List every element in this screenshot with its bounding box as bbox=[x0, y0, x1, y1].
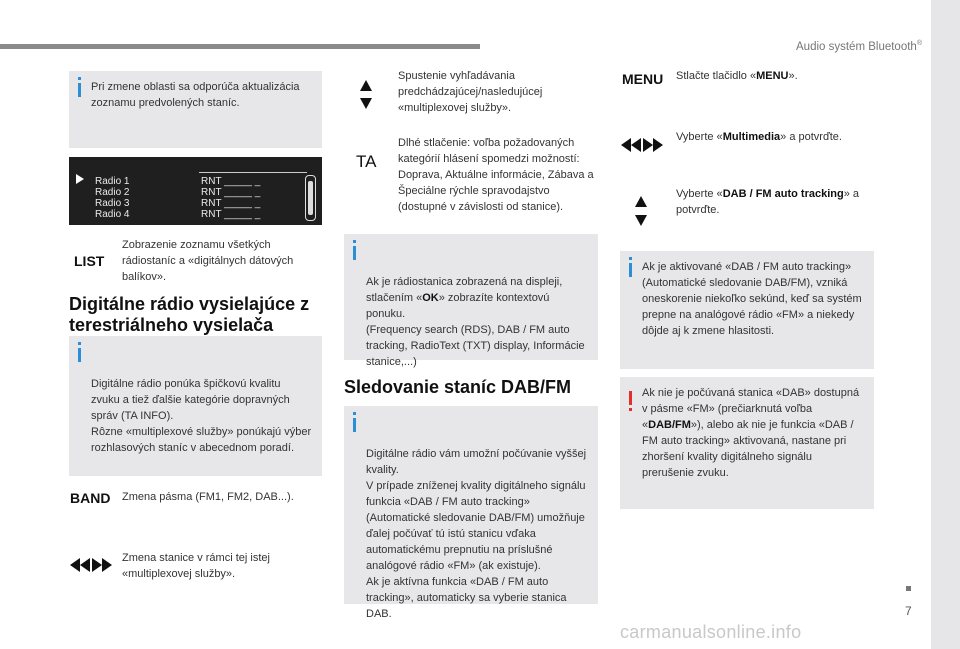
instruction-pre: Vyberte « bbox=[676, 131, 723, 143]
header-rule bbox=[0, 44, 480, 49]
screen-station-name: Radio 4 bbox=[95, 209, 130, 220]
up-arrow-icon[interactable] bbox=[635, 196, 647, 207]
dab-tracking-instruction bbox=[676, 186, 876, 218]
ta-button[interactable]: TA bbox=[356, 152, 377, 171]
instruction-key: MENU bbox=[756, 70, 789, 82]
screen-station-code: RNT _____ _ bbox=[201, 187, 261, 198]
screen-station-code: RNT _____ _ bbox=[201, 209, 261, 220]
instruction-pre: Stlačte tlačidlo « bbox=[676, 70, 757, 82]
up-arrow-icon[interactable] bbox=[360, 80, 372, 91]
instruction-key: Multimedia bbox=[722, 131, 781, 143]
warning-text-pre: Ak nie je počúvaná stanica «DAB» dostupná v pásme «FM» (prečiarknutá voľba « bbox=[642, 387, 860, 431]
band-description: Zmena pásma (FM1, FM2, DAB...). bbox=[122, 491, 294, 503]
page-number: 7 bbox=[905, 604, 912, 618]
warning-text-post: »), alebo ak nie je funkcia «DAB / FM auto tracking» aktivovaná, nastane pri zhoršení kvality digitálneho signálu prerušenie zvuku. bbox=[642, 419, 854, 479]
left-right-arrows-icon[interactable] bbox=[621, 138, 663, 152]
screen-divider bbox=[199, 172, 307, 173]
info-icon bbox=[78, 83, 81, 97]
info-icon bbox=[353, 246, 356, 260]
info-box-dab-tracking bbox=[344, 406, 598, 620]
scrollbar-thumb bbox=[308, 181, 313, 215]
screen-station-name: Radio 1 bbox=[95, 176, 130, 187]
list-description: Zobrazenie zoznamu všetkých rádiostaníc a «digitálnych dátových balíkov». bbox=[122, 239, 294, 283]
screen-station-code: RNT _____ _ bbox=[201, 198, 261, 209]
info-icon bbox=[629, 263, 632, 277]
info-icon bbox=[78, 348, 81, 362]
info-box-digital-radio bbox=[69, 336, 322, 476]
seek-description: Zmena stanice v rámci tej istej «multiplexovej služby». bbox=[122, 552, 270, 580]
instruction-post: » a potvrďte. bbox=[676, 188, 859, 216]
play-triangle-icon bbox=[76, 174, 84, 184]
section-heading-digital-radio: Digitálne rádio vysielajúce z terestriálneho vysielača bbox=[69, 294, 310, 335]
warning-icon bbox=[629, 391, 632, 405]
instruction-post: ». bbox=[788, 70, 798, 82]
info-box-tracking-delay bbox=[620, 251, 874, 369]
instruction-post: » a potvrďte. bbox=[780, 131, 842, 143]
info-text: Digitálne rádio vám umožní počúvanie vyššej kvality. V prípade zníženej kvality digitálneho signálu funkcia «DAB / FM auto tracking» (Automatické sledovanie DAB/FM) umožňuje ďalej počúvať tú istú stanicu vďaka automatickému prepnutiu na príslušné analógové rádio «FM» (ak existuje). Ak je aktívna funkcia «DAB / FM auto tracking», automaticky sa vyberie stanica DAB. bbox=[366, 448, 587, 620]
watermark: carmanualsonline.info bbox=[620, 622, 802, 642]
menu-instruction bbox=[676, 68, 876, 84]
page-side-strip bbox=[931, 0, 960, 649]
screen-scrollbar bbox=[305, 175, 316, 221]
warning-box-audio-cut bbox=[620, 377, 874, 509]
info-icon bbox=[353, 418, 356, 432]
screen-station-name: Radio 2 bbox=[95, 187, 130, 198]
updown-description: Spustenie vyhľadávania predchádzajúcej/nasledujúcej «multiplexovej služby». bbox=[398, 70, 543, 114]
page-header bbox=[796, 40, 922, 53]
instruction-key: DAB / FM auto tracking bbox=[722, 188, 844, 200]
ta-description: Dlhé stlačenie: voľba požadovaných kategórií hlásení spomedzi možností: Doprava, Aktuálne informácie, Zábava a Špeciálne rýchle spravodajstvo (dostupné v závislosti od stanice). bbox=[398, 137, 594, 213]
screen-station-name: Radio 3 bbox=[95, 198, 130, 209]
list-button[interactable]: LIST bbox=[74, 253, 105, 269]
header-title: Audio systém Bluetooth bbox=[796, 40, 917, 53]
band-button[interactable]: BAND bbox=[70, 490, 111, 506]
info-box-region-change bbox=[69, 71, 322, 148]
down-arrow-icon[interactable] bbox=[635, 215, 647, 226]
info-text: Digitálne rádio ponúka špičkovú kvalitu zvuku a tiež ďalšie kategórie dopravných správ (TA INFO). Rôzne «multiplexové služby» ponúkajú výber rozhlasových staníc v abecednom poradí. bbox=[91, 378, 312, 454]
warning-key: DAB/FM bbox=[648, 419, 691, 431]
instruction-pre: Vyberte « bbox=[676, 188, 723, 200]
multimedia-instruction bbox=[676, 129, 876, 145]
info-box-ok-menu bbox=[344, 234, 598, 368]
header-registered-mark: ® bbox=[916, 40, 922, 47]
ok-key-label: OK bbox=[422, 292, 439, 304]
info-text-post: » zobrazíte kontextovú ponuku. (Frequency search (RDS), DAB / FM auto tracking, RadioText (TXT) display, Informácie stanice,...) bbox=[366, 292, 585, 368]
section-heading-dab-fm: Sledovanie staníc DAB/FM bbox=[344, 377, 572, 397]
info-text-pre: Ak je rádiostanica zobrazená na displeji, stlačením « bbox=[366, 276, 563, 304]
screen-station-code: RNT _____ _ bbox=[201, 176, 261, 187]
info-text: Ak je aktivované «DAB / FM auto tracking» (Automatické sledovanie DAB/FM), vzniká oneskorenie niekoľko sekúnd, keď sa systém prepne na analógové rádio «FM» a niekedy dôjde aj k zmene hlasitosti. bbox=[642, 261, 862, 337]
seek-arrows-icon[interactable] bbox=[70, 558, 112, 572]
page-marker-square bbox=[906, 586, 911, 591]
down-arrow-icon[interactable] bbox=[360, 98, 372, 109]
menu-button[interactable]: MENU bbox=[622, 71, 664, 87]
radio-list-screen bbox=[69, 157, 322, 225]
info-text: Pri zmene oblasti sa odporúča aktualizácia zoznamu predvolených staníc. bbox=[91, 81, 300, 109]
